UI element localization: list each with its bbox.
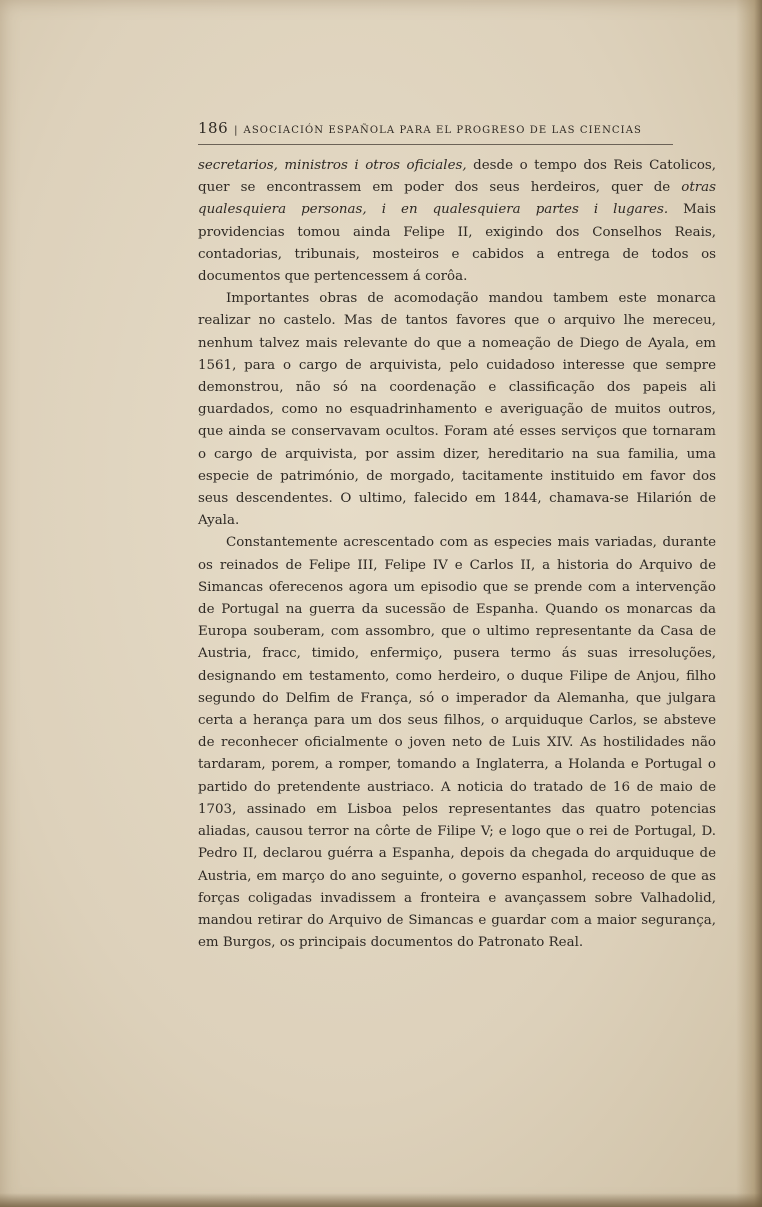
italic-phrase: otras qualesquiera personas, i en qualesquiera partes i lugares. — [198, 180, 716, 218]
page-bottom-shadow — [0, 1193, 762, 1207]
running-title: ASOCIACIÓN ESPAÑOLA PARA EL PROGRESO DE LAS CIENCIAS — [243, 125, 643, 136]
italic-phrase: secretarios, ministros i otros oficiales, — [198, 158, 467, 173]
paragraph-3: Constantemente acrescentado com as especies mais variadas, durante os reinados de Felipe III, Felipe IV e Carlos II, a historia do Arquivo de Simancas oferecenos agora um episodio que se prende com a intervenção de Portugal na guerra da sucessão de Espanha. Quando os monarcas da Europa souberam, com assombro, que o ultimo representante da Casa de Austria, fracc, timido, enfermiço, pusera termo ás suas irresoluções, designando em testamento, como herdeiro, o duque Filipe de Anjou, filho segundo do Delfim de França, só o imperador da Alemanha, que julgara certa a herança para um dos seus filhos, o arquiduque Carlos, se absteve de reconhecer oficialmente o joven neto de Luis XIV. As hostilidades não tardaram, porem, a romper, tomando a Inglaterra, a Holanda e Portugal o partido do pretendente austriaco. A noticia do tratado de 16 de maio de 1703, assinado em Lisboa pelos representantes das quatro potencias aliadas, causou terror na côrte de Filipe V; e logo que o rei de Portugal, D. Pedro II, declarou guérra a Espanha, depois da chegada do arquiduque de Austria, em março do ano seguinte, o governo espanhol, receoso de que as forças coligadas invadissem a fronteira e avançassem sobre Valhadolid, mandou retirar do Arquivo de Simancas e guardar com a maior segurança, em Burgos, os principais documentos do Patronato Real. — [198, 535, 716, 951]
body-text — [198, 155, 716, 954]
page-header — [198, 118, 670, 140]
paragraph-text: desde o tempo dos Reis Catolicos, quer se encontrassem em poder dos seus herdeiros, quer de — [198, 158, 717, 196]
header-separator: | — [234, 125, 238, 136]
header-rule — [198, 144, 673, 145]
paragraph-text: Mais providencias tomou ainda Felipe II, exigindo dos Conselhos Reais, contadorias, tribunais, mosteiros e cabidos a entrega de todos os documentos que pertencessem á corôa. — [198, 202, 716, 285]
paragraph-1 — [198, 155, 716, 288]
page-number: 186 — [198, 119, 229, 137]
page-edge-shadow — [736, 0, 762, 1207]
paragraph-2: Importantes obras de acomodação mandou tambem este monarca realizar no castelo. Mas de tantos favores que o arquivo lhe mereceu, nenhum talvez mais relevante do que a nomeação de Diego de Ayala, em 1561, para o cargo de arquivista, pelo cuidadoso interesse que sempre demonstrou, não só na coordenação e classificação dos papeis ali guardados, como no esquadrinhamento e averiguação de muitos outros, que ainda se conservavam ocultos. Foram até esses serviços que tornaram o cargo de arquivista, por assim dizer, hereditario na sua familia, uma especie de património, de morgado, tacitamente instituido em favor dos seus descendentes. O ultimo, falecido em 1844, chamava-se Hilarión de Ayala. — [198, 291, 716, 529]
